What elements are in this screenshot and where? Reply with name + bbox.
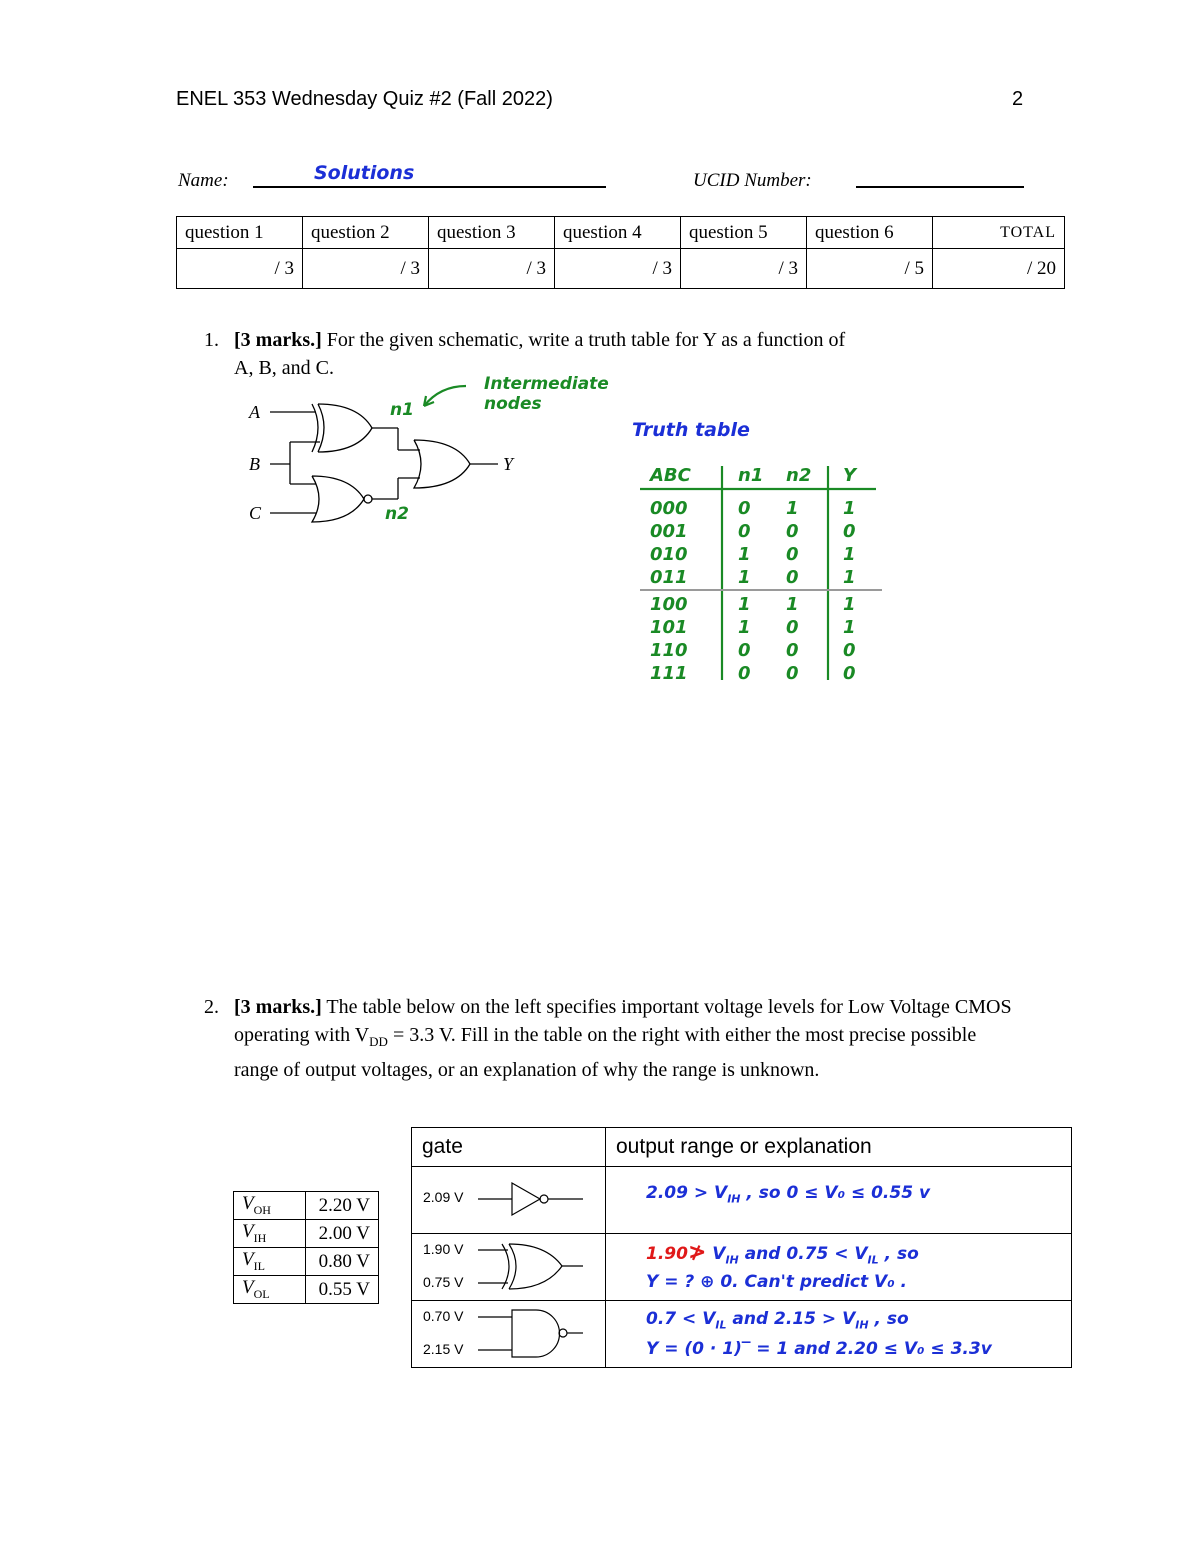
truth-table-cell: 1 [843,567,856,588]
truth-table-cell: 000 [650,498,688,519]
truth-table-cell: 100 [650,594,688,615]
truth-table-cell: 1 [738,594,751,615]
explanation-line: $2.09 > V_{IH}$ , so 0 ≤ V₀ ≤ 0.55 v [646,1183,931,1206]
marks-header-row [177,217,1065,249]
gate-table [411,1127,1072,1368]
voltage-levels-table [233,1191,379,1304]
marks-header-cell: question 4 [555,217,681,249]
gate-input-voltage: 0.75 V [423,1274,464,1290]
level-row [234,1220,379,1248]
truth-table-cell: 0 [843,663,856,684]
truth-table-header: ABC [650,465,691,486]
input-c-label: C [249,503,262,523]
question-text-cont: A, B, and C. [234,357,334,379]
question-marks: [3 marks.] [234,329,322,351]
truth-table-cell: 0 [786,521,799,542]
marks-header-cell: question 1 [177,217,303,249]
ucid-underline [856,186,1024,188]
explanation-line: $0.7 < V_{IL}$ and $2.15 > V_{IH}$ , so [646,1309,909,1332]
question-text-sub: DD [369,1034,388,1049]
name-handwritten: Solutions [314,162,415,184]
marks-header-cell: question 6 [807,217,933,249]
input-b-label: B [249,454,260,474]
marks-header-total: TOTAL [933,217,1065,249]
gate-cell [412,1234,606,1301]
marks-score-total: / 20 [933,249,1065,289]
truth-table-header: n2 [786,465,812,486]
truth-table-cell: 1 [843,594,856,615]
annotation-line1: Intermediate [484,374,609,394]
question-text-rest: = 3.3 V. Fill in the table on the right with either the most precise possible range of output voltages, or an explanation of why the range is unknown. [234,1024,977,1081]
truth-table-cell: 001 [650,521,688,542]
name-label: Name: [178,170,229,191]
level-row [234,1192,379,1220]
marks-score-cell: / 3 [177,249,303,289]
marks-score-cell: / 3 [681,249,807,289]
name-underline [253,186,606,188]
explanation-cell [606,1167,1072,1234]
truth-table-title: Truth table [632,419,750,441]
explanation-cell [606,1234,1072,1301]
truth-table-cell: 0 [786,663,799,684]
level-value: 0.55 V [306,1276,379,1304]
explanation-line: Y = ? ⊕ 0. Can't predict V₀ . [646,1272,908,1292]
explanation-cell [606,1301,1072,1368]
xor-gate-icon [478,1238,593,1296]
marks-table [176,216,1065,289]
level-symbol: $V_{IL}$ [234,1248,306,1276]
gate-input-voltage: 2.09 V [423,1189,464,1205]
page-number: 2 [1012,88,1024,110]
marks-score-row [177,249,1065,289]
level-symbol: $V_{OH}$ [234,1192,306,1220]
truth-table-header: Y [843,465,857,486]
truth-table-cell: 1 [786,498,799,519]
truth-table-cell: 1 [843,498,856,519]
gate-row-xor [412,1234,1072,1301]
node-n1-label: n1 [390,400,414,420]
truth-table-cell: 0 [843,640,856,661]
gate-row-inverter [412,1167,1072,1234]
question-number: 1. [204,329,219,351]
truth-table-cell: 111 [650,663,688,684]
gate-input-voltage: 0.70 V [423,1308,464,1324]
ucid-label: UCID Number: [693,170,812,191]
truth-table-cell: 0 [786,640,799,661]
annotation-line2: nodes [484,394,542,414]
inverter-gate-icon [478,1177,593,1223]
question-2 [204,993,1024,1084]
red-not-greater-mark: ≯ [687,1240,707,1265]
gate-cell [412,1301,606,1368]
output-header: output range or explanation [606,1128,1072,1167]
gate-row-nand [412,1301,1072,1368]
level-row [234,1248,379,1276]
truth-table-cell: 0 [738,521,751,542]
truth-table-cell: 1 [738,567,751,588]
truth-table-cell: 010 [650,544,688,565]
level-value: 2.00 V [306,1220,379,1248]
truth-table-cell: 101 [650,617,688,638]
truth-table-header: n1 [738,465,764,486]
annotation-intermediate-nodes [484,374,609,414]
gate-input-voltage: 2.15 V [423,1341,464,1357]
gate-input-voltage: 1.90 V [423,1241,464,1257]
marks-score-cell: / 5 [807,249,933,289]
explanation-line: Y = (0 · 1)‾ = 1 and 2.20 ≤ V₀ ≤ 3.3v [646,1339,992,1359]
truth-table-cell: 0 [786,617,799,638]
truth-table-cell: 1 [738,617,751,638]
course-title: ENEL 353 Wednesday Quiz #2 (Fall 2022) [176,88,553,110]
truth-table-cell: 1 [843,544,856,565]
nand-gate-icon [478,1305,593,1363]
question-text: For the given schematic, write a truth table for Y as a function of [326,329,846,351]
gate-header: gate [412,1128,606,1167]
red-value: 1.90 [646,1244,688,1264]
truth-table-cell: 0 [786,544,799,565]
truth-table-cell: 1 [843,617,856,638]
truth-table-cell: 011 [650,567,688,588]
truth-table-cell: 1 [738,544,751,565]
question-number: 2. [204,996,219,1018]
truth-table-cell: 0 [786,567,799,588]
gate-cell [412,1167,606,1234]
input-a-label: A [249,402,260,422]
marks-score-cell: / 3 [555,249,681,289]
question-text: The table below on the left specifies important voltage levels for Low Voltage CMOS operating with V [234,996,1012,1046]
level-symbol: $V_{OL}$ [234,1276,306,1304]
question-marks: [3 marks.] [234,996,322,1018]
question-1 [204,326,1024,382]
marks-header-cell: question 3 [429,217,555,249]
truth-table-cell: 0 [738,640,751,661]
truth-table-cell: 1 [786,594,799,615]
node-n2-label: n2 [385,504,409,524]
marks-header-cell: question 2 [303,217,429,249]
level-symbol: $V_{IH}$ [234,1220,306,1248]
level-value: 0.80 V [306,1248,379,1276]
truth-table-cell: 0 [843,521,856,542]
truth-table-cell: 0 [738,498,751,519]
gate-table-header [412,1128,1072,1167]
marks-score-cell: / 3 [429,249,555,289]
marks-header-cell: question 5 [681,217,807,249]
marks-score-cell: / 3 [303,249,429,289]
truth-table-cell: 110 [650,640,688,661]
truth-table-cell: 0 [738,663,751,684]
level-row [234,1276,379,1304]
output-y-label: Y [503,454,514,474]
explanation-line: 1.90≯ $V_{IH}$ and $0.75 < V_{IL}$ , so [646,1240,919,1267]
level-value: 2.20 V [306,1192,379,1220]
